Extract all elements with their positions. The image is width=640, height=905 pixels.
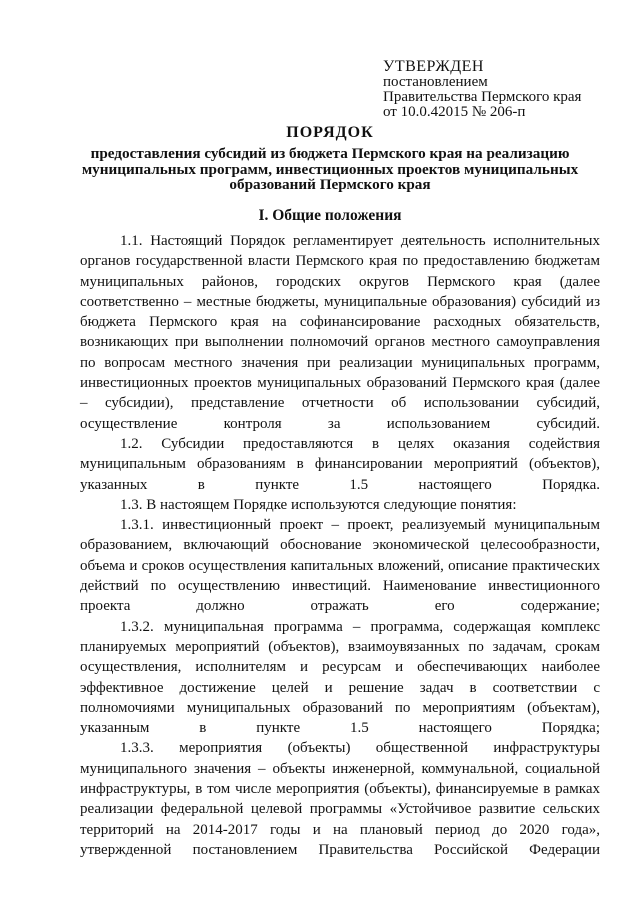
approval-stamp (383, 58, 623, 120)
paragraph: 1.3.3. мероприятия (объекты) общественной инфраструктуры муниципального значения – объекты инженерной, коммунальной, социальной инфраструктуры, в том числе мероприятия (объекты), финансируемые в рамках реализации федеральной целевой программы «Устойчивое развитие сельских территорий на 2014-2017 годы и на плановый период до 2020 года», утвержденной постановлением Правительства Российской Федерации (80, 740, 600, 858)
document-body (80, 231, 600, 860)
paragraph: 1.2. Субсидии предоставляются в целях оказания содействия муниципальным образованиям в финансировании мероприятий (объектов), указанных в пункте 1.5 настоящего Порядка. (80, 435, 600, 493)
paragraph: 1.3. В настоящем Порядке используются следующие понятия: (120, 496, 517, 513)
document-title: ПОРЯДОК (286, 124, 374, 141)
approval-line: Правительства Пермского края (383, 89, 582, 105)
paragraph: 1.3.2. муниципальная программа – программа, содержащая комплекс планируемых мероприятий (объектов), взаимоувязанных по задачам, срокам осуществления, исполнителям и ресурсам и обеспечивающих наиболее эффективное достижение целей и решение задач в соответствии с полномочиями муниципальных образований по мероприятиям (объектам), указанным в пункте 1.5 настоящего Порядка; (80, 618, 600, 737)
section-heading: I. Общие положения (258, 207, 402, 224)
paragraph: 1.3.1. инвестиционный проект – проект, реализуемый муниципальным образованием, включающий обоснование экономической целесообразности, объема и сроков осуществления капитальных вложений, описание практических действий по осуществлению инвестиций. Наименование инвестиционного проекта должно отражать его содержание; (80, 517, 600, 615)
approval-title: УТВЕРЖДЕН (383, 58, 484, 75)
approval-line: постановлением (383, 74, 488, 90)
paragraph: 1.1. Настоящий Порядок регламентирует деятельность исполнительных органов государственной власти Пермского края по предоставлению бюджетам муниципальных районов, городских округов Пермского края (далее соответственно – местные бюджеты, муниципальные образования) субсидий из бюджета Пермского края на софинансирование расходных обязательств, возникающих при выполнении полномочий органов местного самоуправления по вопросам местного значения при реализации муниципальных программ, инвестиционных проектов муниципальных образований Пермского края (далее – субсидии), представление отчетности об использовании субсидий, осуществление контроля за использованием субсидий. (80, 233, 600, 432)
document-subtitle: предоставления субсидий из бюджета Пермского края на реализацию муниципальных программ, инвестиционных проектов муниципальных образований Пермского края (81, 145, 579, 193)
approval-line: от 10.0.42015 № 206-п (383, 104, 526, 120)
